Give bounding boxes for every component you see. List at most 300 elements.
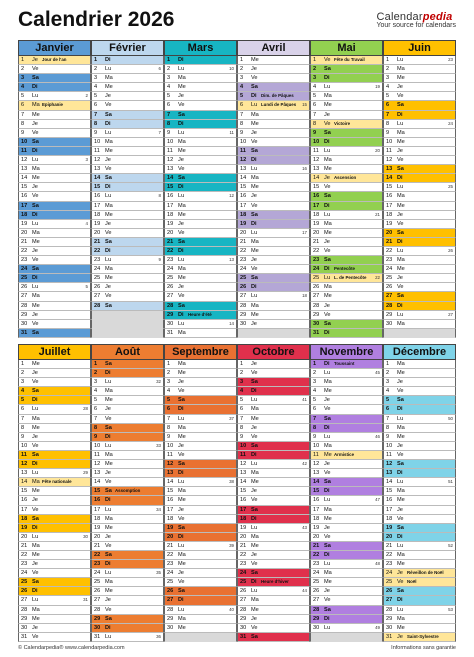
weekday-label: Ma [32, 102, 40, 109]
day-cell [310, 615, 383, 624]
weekday-label: Me [105, 524, 113, 531]
weekday-label: Me [178, 433, 186, 440]
weekday-label: Sa [324, 320, 331, 327]
day-cell [383, 387, 456, 396]
day-cell [164, 83, 237, 92]
weekday-label: Di [32, 84, 38, 91]
weekday-label: Ve [251, 75, 258, 82]
week-number: 14 [229, 320, 234, 326]
day-number: 19 [386, 524, 393, 531]
day-cell [18, 202, 91, 211]
day-cell [310, 451, 383, 460]
day-cell [310, 487, 383, 496]
day-cell [164, 274, 237, 283]
day-cell [91, 56, 164, 65]
day-cell [18, 360, 91, 369]
weekday-label: Lu [397, 184, 404, 191]
day-cell [237, 569, 310, 578]
day-cell [383, 183, 456, 192]
weekday-label: Di [397, 111, 403, 118]
day-cell [310, 369, 383, 378]
day-number: 21 [21, 542, 28, 549]
day-number: 7 [240, 415, 244, 422]
day-cell [383, 360, 456, 369]
day-cell [383, 238, 456, 247]
weekday-label: Ve [32, 193, 39, 200]
weekday-label: Ve [251, 202, 258, 209]
day-number: 6 [240, 102, 244, 109]
day-number: 25 [240, 579, 247, 586]
day-cell [164, 424, 237, 433]
empty-day-cell [164, 633, 237, 642]
day-cell [164, 578, 237, 587]
day-number: 18 [94, 515, 101, 522]
weekday-label: Sa [324, 479, 331, 486]
weekday-label: Sa [178, 175, 185, 182]
weekday-label: Me [105, 461, 113, 468]
day-cell [91, 478, 164, 487]
day-number: 25 [167, 579, 174, 586]
day-number: 6 [21, 406, 25, 413]
day-cell [164, 387, 237, 396]
weekday-label: Me [251, 184, 259, 191]
weekday-label: Je [397, 442, 403, 449]
day-cell [164, 202, 237, 211]
weekday-label: Di [251, 451, 257, 458]
day-cell [383, 433, 456, 442]
day-number: 20 [21, 533, 28, 540]
weekday-label: Me [32, 238, 40, 245]
day-number: 23 [313, 257, 320, 264]
day-number: 3 [240, 379, 244, 386]
day-cell [164, 74, 237, 83]
day-number: 16 [94, 497, 101, 504]
weekday-label: Lu [324, 370, 331, 377]
day-cell [91, 442, 164, 451]
day-cell [383, 560, 456, 569]
day-cell [18, 506, 91, 515]
day-number: 17 [94, 506, 101, 513]
day-cell [237, 274, 310, 283]
day-number: 7 [386, 415, 390, 422]
day-number: 29 [313, 311, 320, 318]
month-8 [91, 344, 164, 642]
brand-name-part2: pedia [422, 11, 453, 23]
month-5 [310, 40, 383, 338]
weekday-label: Ma [397, 257, 405, 264]
weekday-label: Ve [32, 129, 39, 136]
weekday-label: Di [32, 397, 38, 404]
day-number: 28 [240, 302, 247, 309]
day-number: 19 [94, 220, 101, 227]
week-number: 7 [158, 129, 161, 135]
month-2 [91, 40, 164, 338]
day-number: 3 [240, 75, 244, 82]
day-cell [18, 587, 91, 596]
day-number: 9 [313, 129, 317, 136]
day-number: 20 [240, 229, 247, 236]
weekday-label: Ma [105, 388, 113, 395]
day-number: 23 [94, 561, 101, 568]
day-number: 25 [386, 275, 393, 282]
day-cell [18, 606, 91, 615]
day-number: 20 [386, 533, 393, 540]
week-number: 17 [302, 229, 307, 235]
day-number: 4 [240, 388, 244, 395]
day-number: 18 [167, 211, 174, 218]
day-cell [383, 192, 456, 201]
day-number: 12 [386, 461, 393, 468]
day-number: 23 [21, 257, 28, 264]
weekday-label: Sa [105, 238, 112, 245]
weekday-label: Ve [251, 624, 258, 631]
day-number: 5 [240, 397, 244, 404]
day-cell [237, 92, 310, 101]
weekday-label: Me [178, 370, 186, 377]
weekday-label: Ma [32, 479, 40, 486]
day-cell [310, 569, 383, 578]
day-cell [18, 442, 91, 451]
weekday-label: Di [324, 615, 330, 622]
day-number: 8 [21, 424, 25, 431]
footer-copyright: © Calendarpedia® www.calendarpedia.com [18, 645, 125, 651]
day-cell [164, 174, 237, 183]
day-cell [164, 220, 237, 229]
day-number: 13 [240, 470, 247, 477]
holiday-label: Dim. de Pâques [261, 93, 294, 99]
day-number: 15 [167, 488, 174, 495]
weekday-label: Me [105, 588, 113, 595]
day-cell [18, 83, 91, 92]
day-cell [18, 542, 91, 551]
day-cell [237, 396, 310, 405]
day-cell [91, 606, 164, 615]
week-number: 26 [448, 247, 453, 253]
weekday-label: Ve [324, 120, 331, 127]
day-number: 27 [240, 597, 247, 604]
day-number: 23 [386, 257, 393, 264]
weekday-label: Je [251, 193, 257, 200]
day-number: 5 [313, 397, 317, 404]
weekday-label: Di [105, 120, 111, 127]
day-number: 5 [21, 397, 25, 404]
day-number: 26 [94, 284, 101, 291]
weekday-label: Ve [178, 579, 185, 586]
day-cell [310, 606, 383, 615]
day-number: 27 [313, 293, 320, 300]
weekday-label: Je [397, 211, 403, 218]
day-number: 3 [21, 379, 25, 386]
weekday-label: Me [397, 266, 405, 273]
day-cell [310, 587, 383, 596]
day-number: 16 [167, 193, 174, 200]
day-number: 27 [21, 293, 28, 300]
week-number: 19 [375, 84, 380, 90]
weekday-label: Me [105, 147, 113, 154]
weekday-label: Sa [397, 293, 404, 300]
day-number: 17 [240, 202, 247, 209]
day-number: 12 [94, 157, 101, 164]
week-number: 53 [448, 606, 453, 612]
day-cell [164, 256, 237, 265]
day-number: 19 [21, 220, 28, 227]
day-cell [91, 211, 164, 220]
weekday-label: Di [105, 624, 111, 631]
weekday-label: Ve [324, 57, 331, 63]
weekday-label: Lu [324, 433, 331, 440]
day-cell [310, 378, 383, 387]
weekday-label: Sa [251, 442, 258, 449]
day-cell [310, 238, 383, 247]
weekday-label: Ve [324, 311, 331, 318]
weekday-label: Me [105, 397, 113, 404]
day-number: 17 [386, 506, 393, 513]
day-cell [383, 292, 456, 301]
day-number: 9 [21, 433, 25, 440]
day-cell [91, 165, 164, 174]
week-number: 12 [229, 193, 234, 199]
day-number: 28 [386, 302, 393, 309]
weekday-label: Sa [105, 361, 112, 367]
weekday-label: Me [178, 624, 186, 631]
weekday-label: Lu [397, 479, 404, 486]
day-number: 4 [167, 388, 171, 395]
day-number: 5 [167, 397, 171, 404]
day-number: 16 [21, 193, 28, 200]
weekday-label: Sa [178, 302, 185, 309]
day-number: 18 [21, 515, 28, 522]
day-cell [164, 369, 237, 378]
day-number: 6 [313, 102, 317, 109]
day-cell [18, 405, 91, 414]
weekday-label: Je [178, 284, 184, 291]
day-number: 1 [386, 57, 390, 63]
weekday-label: Je [251, 66, 257, 73]
day-number: 21 [386, 238, 393, 245]
weekday-label: Sa [178, 238, 185, 245]
weekday-label: Me [397, 433, 405, 440]
day-number: 8 [21, 120, 25, 127]
weekday-label: Je [178, 506, 184, 513]
weekday-label: Sa [105, 302, 112, 309]
weekday-label: Je [324, 461, 330, 468]
day-cell [237, 183, 310, 192]
day-number: 24 [21, 266, 28, 273]
day-number: 8 [94, 424, 98, 431]
day-number: 17 [21, 506, 28, 513]
day-number: 28 [167, 302, 174, 309]
weekday-label: Je [178, 570, 184, 577]
day-cell [383, 320, 456, 329]
weekday-label: Je [105, 157, 111, 164]
weekday-label: Lu [32, 533, 39, 540]
day-number: 29 [167, 311, 174, 318]
day-number: 9 [94, 129, 98, 136]
day-cell [91, 633, 164, 642]
empty-day-cell [91, 329, 164, 338]
weekday-label: Ve [32, 633, 39, 640]
weekday-label: Me [251, 247, 259, 254]
day-number: 29 [313, 615, 320, 622]
day-cell [310, 265, 383, 274]
weekday-label: Ve [397, 284, 404, 291]
day-cell [91, 551, 164, 560]
day-cell [18, 92, 91, 101]
weekday-label: Je [32, 370, 38, 377]
day-cell [310, 460, 383, 469]
day-number: 11 [240, 147, 246, 154]
day-cell [18, 329, 91, 338]
day-cell [91, 101, 164, 110]
weekday-label: Me [178, 561, 186, 568]
holiday-label: Pentecôte [334, 266, 355, 272]
weekday-label: Ma [105, 266, 113, 273]
day-number: 29 [167, 615, 174, 622]
day-cell [18, 524, 91, 533]
day-number: 16 [240, 497, 247, 504]
day-number: 27 [386, 293, 393, 300]
day-cell [383, 101, 456, 110]
day-number: 1 [313, 361, 317, 367]
day-cell [383, 247, 456, 256]
day-number: 30 [167, 320, 174, 327]
day-number: 14 [21, 175, 28, 182]
weekday-label: Ma [178, 361, 186, 367]
day-cell [237, 220, 310, 229]
day-number: 16 [94, 193, 101, 200]
day-cell [237, 147, 310, 156]
weekday-label: Di [32, 275, 38, 282]
week-number: 15 [302, 102, 307, 108]
day-number: 22 [240, 247, 247, 254]
day-cell [310, 92, 383, 101]
empty-day-cell [310, 633, 383, 642]
day-cell [383, 533, 456, 542]
week-number: 21 [375, 211, 380, 217]
day-number: 7 [21, 111, 25, 118]
day-cell [237, 615, 310, 624]
day-number: 16 [167, 497, 174, 504]
day-cell [164, 211, 237, 220]
day-number: 11 [386, 451, 392, 458]
weekday-label: Me [32, 302, 40, 309]
day-number: 12 [94, 461, 101, 468]
day-cell [310, 111, 383, 120]
weekday-label: Je [32, 561, 38, 568]
weekday-label: Me [397, 202, 405, 209]
weekday-label: Ma [32, 415, 40, 422]
weekday-label: Sa [397, 588, 404, 595]
empty-day-cell [91, 311, 164, 320]
day-cell [164, 165, 237, 174]
day-cell [91, 524, 164, 533]
day-cell [310, 387, 383, 396]
day-cell [91, 515, 164, 524]
day-cell [18, 111, 91, 120]
day-cell [237, 442, 310, 451]
day-cell [383, 174, 456, 183]
day-number: 15 [240, 184, 247, 191]
weekday-label: Je [251, 615, 257, 622]
day-number: 9 [386, 129, 390, 136]
weekday-label: Je [324, 175, 330, 182]
day-number: 17 [21, 202, 28, 209]
weekday-label: Me [105, 84, 113, 91]
week-number: 31 [83, 597, 88, 603]
day-cell [310, 283, 383, 292]
weekday-label: Sa [324, 193, 331, 200]
day-number: 28 [386, 606, 393, 613]
day-number: 30 [240, 320, 247, 327]
day-number: 28 [313, 606, 320, 613]
day-cell [91, 183, 164, 192]
day-cell [310, 138, 383, 147]
day-cell [164, 469, 237, 478]
day-number: 14 [167, 175, 174, 182]
day-cell [164, 451, 237, 460]
weekday-label: Di [324, 138, 330, 145]
day-number: 1 [94, 57, 98, 63]
day-number: 8 [313, 120, 317, 127]
day-number: 3 [313, 379, 317, 386]
day-number: 23 [313, 561, 320, 568]
day-number: 17 [167, 506, 174, 513]
weekday-label: Lu [105, 633, 112, 640]
day-cell [383, 111, 456, 120]
month-10 [237, 344, 310, 642]
weekday-label: Me [32, 361, 40, 367]
day-cell [383, 506, 456, 515]
weekday-label: Di [324, 551, 330, 558]
weekday-label: Ma [397, 615, 405, 622]
weekday-label: Di [251, 220, 257, 227]
day-cell [18, 138, 91, 147]
day-cell [18, 533, 91, 542]
day-number: 27 [21, 597, 28, 604]
day-number: 3 [313, 75, 317, 82]
day-cell [310, 174, 383, 183]
day-cell [310, 329, 383, 338]
day-cell [383, 202, 456, 211]
day-cell [383, 369, 456, 378]
holiday-label: Toussaint [334, 361, 355, 366]
day-number: 17 [313, 506, 320, 513]
weekday-label: Me [105, 211, 113, 218]
day-cell [18, 615, 91, 624]
day-cell [237, 560, 310, 569]
day-number: 17 [386, 202, 393, 209]
day-cell [164, 460, 237, 469]
weekday-label: Di [324, 424, 330, 431]
day-number: 9 [167, 433, 171, 440]
weekday-label: Di [105, 561, 111, 568]
weekday-label: Sa [397, 461, 404, 468]
weekday-label: Me [251, 120, 259, 127]
day-cell [310, 424, 383, 433]
day-number: 9 [94, 433, 98, 440]
weekday-label: Je [32, 57, 38, 63]
month-header: Août [91, 344, 164, 360]
day-cell [383, 220, 456, 229]
day-cell [237, 74, 310, 83]
day-cell [164, 329, 237, 338]
day-cell [18, 469, 91, 478]
day-number: 26 [21, 588, 28, 595]
weekday-label: Je [32, 433, 38, 440]
weekday-label: Lu [178, 542, 185, 549]
day-number: 14 [386, 479, 393, 486]
day-number: 4 [386, 388, 390, 395]
